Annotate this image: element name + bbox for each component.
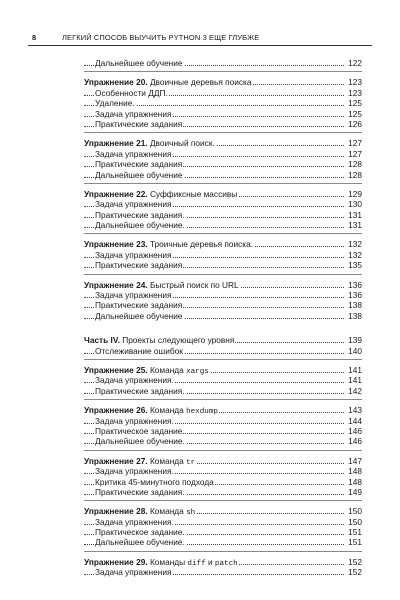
toc-entry-title: [84, 239, 254, 249]
page-header: [0, 0, 400, 50]
toc-page-number: 125: [348, 98, 362, 109]
toc-entry-title: [95, 466, 175, 476]
toc-entry-text: Дальнейшее обучение: [95, 169, 183, 180]
toc-entry-label: Упражнение 27.: [84, 455, 148, 466]
toc-chapter-entry: [84, 456, 362, 466]
toc-entry-title: [84, 138, 216, 148]
toc-entry-label: Упражнение 23.: [84, 239, 148, 250]
toc-chapter-entry: [84, 77, 362, 87]
toc-entry-title: [95, 436, 186, 446]
toc-page-number: 126: [348, 118, 362, 129]
toc-page-number: 131: [348, 209, 362, 220]
toc-subentry: [84, 119, 362, 129]
toc-page-number: 132: [348, 239, 362, 250]
toc-entry-text: Быстрый поиск по URL: [149, 279, 239, 290]
toc-entry-text: Дальнейшее обучение: [95, 310, 183, 321]
toc-entry-text: Практические задания: [95, 260, 183, 271]
toc-entry-text: Двоичный поиск.: [149, 138, 215, 149]
toc-page-number: 151: [348, 537, 362, 548]
toc-subentry: [84, 220, 362, 230]
toc-subentry: [84, 109, 362, 119]
toc-subentry: [84, 487, 362, 497]
toc-page-number: 138: [348, 300, 362, 311]
toc-entry-label: Упражнение 26.: [84, 405, 148, 416]
toc-page-number: 147: [348, 455, 362, 466]
toc-page-number: 144: [348, 415, 362, 426]
toc-entry-title: [95, 170, 184, 180]
toc-page-number: 128: [348, 169, 362, 180]
toc-entry-text: Практические задания: [95, 159, 183, 170]
toc-entry-title: [95, 149, 172, 159]
toc-subentry: [84, 199, 362, 209]
toc-entry-text: Удаление.: [95, 98, 135, 109]
running-title: ЛЕГКИЙ СПОСОБ ВЫУЧИТЬ PYTHON 3 ЕЩЕ ГЛУБЖЕ: [62, 33, 260, 42]
toc-entry-text: Задача упражнения: [95, 249, 172, 260]
toc-entry-text: Дальнейшее обучение.: [95, 436, 185, 447]
toc-entry-title: [95, 375, 175, 385]
toc-entry-title: [95, 290, 172, 300]
header-rule: [28, 45, 372, 46]
toc-entry-code: sh: [186, 509, 196, 518]
toc-entry-text: Двоичные деревья поиска: [149, 77, 252, 88]
toc-subentry: [84, 346, 362, 356]
toc-page-number: 140: [348, 345, 362, 356]
toc-subentry: [84, 290, 362, 300]
toc-entry-code: hexdump: [186, 408, 218, 417]
toc-entry-title: [95, 386, 186, 396]
toc-entry-title: [95, 119, 183, 129]
toc-subentry: [84, 98, 362, 108]
toc-entry-text: Задача упражнения.: [95, 516, 174, 527]
toc-entry-title: [95, 199, 172, 209]
toc-entry-text: Команда: [149, 506, 184, 517]
toc-entry-text: Задача упражнения: [95, 108, 172, 119]
toc-entry-title: [95, 109, 172, 119]
toc-chapter-entry: [84, 557, 362, 567]
toc-page-number: 152: [348, 556, 362, 567]
toc-entry-text: Критика 45-минутного подхода: [95, 476, 214, 487]
toc-entry-text: Задача упражнения: [95, 290, 172, 301]
section-divider: [84, 359, 362, 360]
toc-entry-label: Упражнение 29.: [84, 556, 148, 567]
toc-page-number: 141: [348, 364, 362, 375]
page-number: 8: [32, 33, 37, 42]
toc-subentry: [84, 250, 362, 260]
section-divider: [84, 551, 362, 552]
section-divider: [84, 500, 362, 501]
toc-entry-label: Упражнение 28.: [84, 506, 148, 517]
toc-entry-title: [84, 335, 235, 345]
toc-page-number: 148: [348, 466, 362, 477]
toc-subentry: [84, 170, 362, 180]
toc-part-entry: [84, 335, 362, 345]
toc-entry-title: [95, 487, 186, 497]
toc-subentry: [84, 260, 362, 270]
toc-page-number: 151: [348, 527, 362, 538]
toc-subentry: [84, 426, 362, 436]
toc-entry-title: [95, 567, 172, 577]
toc-chapter-entry: [84, 405, 362, 415]
toc-chapter-entry: [84, 239, 362, 249]
toc-entry-text: Задача упражнения.: [95, 466, 174, 477]
toc-page-number: 150: [348, 506, 362, 517]
toc-entry-title: [95, 426, 183, 436]
toc-page-number: 138: [348, 310, 362, 321]
toc-page-number: 142: [348, 385, 362, 396]
toc-entry-text: Дальнейшее обучение.: [95, 537, 185, 548]
toc-entry-text: Особенности ДДП.: [95, 87, 168, 98]
toc-entry-title: [95, 98, 136, 108]
toc-entry-text: Дальнейшее обучение.: [95, 220, 185, 231]
toc-subentry: [84, 466, 362, 476]
toc-page-number: 150: [348, 516, 362, 527]
table-of-contents: [84, 58, 362, 578]
toc-page-number: 127: [348, 138, 362, 149]
toc-entry-text: Практические задания.: [95, 209, 185, 220]
toc-entry-title: [95, 517, 175, 527]
toc-page-number: 129: [348, 188, 362, 199]
toc-page-number: 148: [348, 476, 362, 487]
section-divider: [84, 399, 362, 400]
section-divider: [84, 233, 362, 234]
toc-entry-text: Команда: [149, 405, 184, 416]
toc-subentry: [84, 416, 362, 426]
toc-entry-title: [95, 250, 172, 260]
toc-subentry: [84, 311, 362, 321]
toc-entry-title: [84, 189, 238, 199]
toc-subentry: [84, 386, 362, 396]
section-divider: [84, 274, 362, 275]
toc-subentry: [84, 58, 362, 68]
toc-entry-title: [84, 280, 240, 290]
toc-chapter-entry: [84, 189, 362, 199]
toc-page-number: 141: [348, 375, 362, 386]
toc-entry-text: Команды: [149, 556, 186, 567]
toc-entry-title: [95, 416, 175, 426]
toc-subentry: [84, 517, 362, 527]
toc-page-number: 123: [348, 77, 362, 88]
toc-chapter-entry: [84, 138, 362, 148]
toc-entry-label: Упражнение 21.: [84, 138, 148, 149]
toc-page-number: 130: [348, 199, 362, 210]
section-divider: [84, 71, 362, 72]
toc-entry-code: xargs: [186, 367, 209, 376]
toc-page-number: 149: [348, 486, 362, 497]
toc-entry-text: Задача упражнения: [95, 148, 172, 159]
toc-entry-title: [95, 159, 183, 169]
toc-subentry: [84, 375, 362, 385]
toc-entry-title: [95, 537, 186, 547]
toc-chapter-entry: [84, 365, 362, 375]
toc-entry-text: Суффиксные массивы: [149, 188, 238, 199]
toc-entry-code: diff: [187, 559, 206, 568]
toc-entry-text: Отслеживание ошибок: [95, 345, 183, 356]
toc-page-number: 122: [348, 58, 362, 68]
toc-entry-text: Команда: [149, 364, 184, 375]
toc-subentry: [84, 537, 362, 547]
toc-entry-text: Практическое задание: [95, 425, 183, 436]
toc-page-number: 143: [348, 405, 362, 416]
toc-entry-label: Упражнение 25.: [84, 364, 148, 375]
toc-entry-text: Задача упражнения.: [95, 375, 174, 386]
toc-subentry: [84, 88, 362, 98]
toc-entry-label: Упражнение 22.: [84, 188, 148, 199]
toc-page-number: 152: [348, 567, 362, 578]
toc-entry-text: Проекты следующего уровня: [122, 335, 235, 346]
toc-entry-code: tr: [186, 458, 196, 467]
toc-entry-text: Задача упражнения: [95, 567, 172, 578]
toc-chapter-entry: [84, 506, 362, 516]
toc-page-number: 128: [348, 159, 362, 170]
toc-entry-text: Практические задания.: [95, 385, 185, 396]
toc-entry-title: [95, 527, 186, 537]
toc-page-number: 136: [348, 290, 362, 301]
toc-entry-label: Упражнение 24.: [84, 279, 148, 290]
toc-entry-title: [95, 300, 183, 310]
section-divider: [84, 183, 362, 184]
toc-entry-label: Часть IV.: [84, 335, 120, 346]
toc-subentry: [84, 210, 362, 220]
toc-page-number: 125: [348, 108, 362, 119]
toc-page-number: 146: [348, 425, 362, 436]
toc-page-number: 136: [348, 279, 362, 290]
toc-entry-text: и: [207, 556, 213, 567]
toc-page-number: 146: [348, 436, 362, 447]
toc-subentry: [84, 477, 362, 487]
toc-entry-title: [95, 346, 184, 356]
toc-entry-title: [95, 88, 169, 98]
toc-page-number: 132: [348, 249, 362, 260]
toc-page-number: 135: [348, 260, 362, 271]
toc-entry-text: Дальнейшее обучение: [95, 58, 183, 68]
toc-entry-title: [95, 220, 186, 230]
toc-entry-title: [84, 77, 252, 87]
toc-page-number: 131: [348, 220, 362, 231]
toc-subentry: [84, 300, 362, 310]
toc-page-number: 127: [348, 148, 362, 159]
toc-entry-title: [95, 477, 215, 487]
section-divider: [84, 132, 362, 133]
toc-entry-title: [95, 311, 184, 321]
toc-entry-code: patch: [214, 559, 238, 568]
toc-subentry: [84, 149, 362, 159]
toc-entry-text: Практические задания.: [95, 486, 185, 497]
toc-entry-text: Троичные деревья поиска.: [149, 239, 254, 250]
toc-entry-text: Задача упражнения.: [95, 415, 174, 426]
toc-entry-title: [95, 210, 186, 220]
toc-subentry: [84, 527, 362, 537]
toc-subentry: [84, 159, 362, 169]
toc-entry-title: [95, 260, 183, 270]
section-divider: [84, 450, 362, 451]
toc-entry-text: Задача упражнения: [95, 199, 172, 210]
toc-page-number: 139: [348, 335, 362, 346]
toc-subentry: [84, 567, 362, 577]
toc-page-number: 123: [348, 87, 362, 98]
toc-subentry: [84, 436, 362, 446]
toc-entry-text: Практическое задание.: [95, 527, 185, 538]
toc-chapter-entry: [84, 280, 362, 290]
toc-entry-text: Практические задания: [95, 118, 183, 129]
toc-entry-text: Практические задания: [95, 300, 183, 311]
toc-entry-label: Упражнение 20.: [84, 77, 148, 88]
toc-entry-title: [95, 58, 184, 68]
toc-entry-text: Команда: [149, 455, 184, 466]
